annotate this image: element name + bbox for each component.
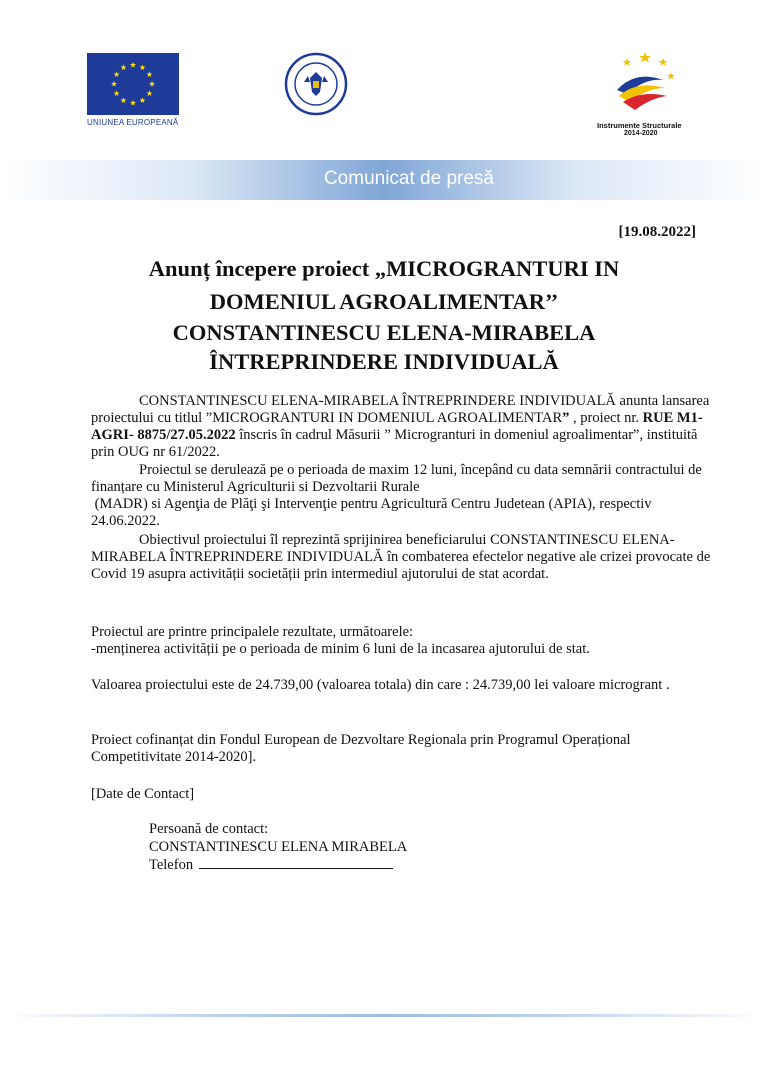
headline-line-4: ÎNTREPRINDERE INDIVIDUALĂ xyxy=(209,349,559,374)
eu-star-icon xyxy=(120,97,126,103)
headline-line-2: DOMENIUL AGROALIMENTAR’’ xyxy=(209,289,559,314)
p2-text-b: (MADR) si Agenţia de Plăţi şi Intervenţie pentru Agricultură Centru Judetean (APIA), respectiv 24.06.2022. xyxy=(91,496,656,529)
p1-text-e: înscris în cadrul Măsurii ” Microgranturi in domeniul agroalimentar”, instituită prin OUG nr 61/2022. xyxy=(91,427,698,460)
phone-label: Telefon xyxy=(149,857,197,873)
p1-text-c: , proiect nr. xyxy=(573,410,643,426)
phone-blank-field xyxy=(199,856,393,869)
banner-title: Comunicat de presă xyxy=(323,168,494,189)
paragraph-value: Valoarea proiectului este de 24.739,00 (valoarea totala) din care : 24.739,00 lei valoare microgrant . xyxy=(91,677,670,693)
eu-star-icon xyxy=(120,64,126,70)
eu-star-icon xyxy=(146,90,152,96)
instrumente-structurale-logo xyxy=(605,50,685,120)
eu-star-icon xyxy=(130,100,136,106)
p4-text-b: -menținerea activității pe o perioada de minim 6 luni de la incasarea ajutorului de stat. xyxy=(91,641,590,657)
eu-star-icon xyxy=(139,97,145,103)
is-logo-title: Instrumente Structurale xyxy=(597,121,682,130)
is-logo-years: 2014-2020 xyxy=(624,130,658,137)
p2-text-a: Proiectul se derulează pe o perioada de maxim 12 luni, începând cu data semnării contractului de finanțare cu Ministerul Agriculturii si Dezvoltarii Rurale xyxy=(91,462,702,495)
government-seal-logo xyxy=(284,52,348,116)
contact-label: Persoană de contact: xyxy=(149,821,269,837)
contact-name: CONSTANTINESCU ELENA MIRABELA xyxy=(149,839,408,855)
release-date: [19.08.2022] xyxy=(618,224,696,240)
eu-star-icon xyxy=(111,81,117,87)
project-number: RUE M1-AGRI- 8875/27.05.2022 xyxy=(91,410,703,443)
eu-star-icon xyxy=(114,71,120,77)
eu-flag-logo xyxy=(87,53,179,115)
headline-line-3: CONSTANTINESCU ELENA-MIRABELA xyxy=(172,320,596,345)
paragraph-results xyxy=(91,624,711,658)
eu-star-icon xyxy=(114,90,120,96)
eu-star-icon xyxy=(139,64,145,70)
eu-label: UNIUNEA EUROPEANĂ xyxy=(87,118,179,127)
p1-quote-bold: ” xyxy=(562,410,573,426)
eu-star-icon xyxy=(146,71,152,77)
eu-star-icon xyxy=(149,81,155,87)
paragraph-announcement xyxy=(91,393,711,461)
paragraph-cofinancing: Proiect cofinanțat din Fondul European de Dezvoltare Regionala prin Programul Operațional Competitivitate 2014-2020]. xyxy=(91,732,631,765)
paragraph-objective: Obiectivul proiectului îl reprezintă sprijinirea beneficiarului CONSTANTINESCU ELENA-MIRABELA ÎNTREPRINDERE INDIVIDUALĂ în combaterea efectelor negative ale crizei provocate de Covid 19 asupra activității societății prin intermediul ajutorului de stat acordat. xyxy=(91,532,711,582)
eu-star-icon xyxy=(130,62,136,68)
paragraph-duration xyxy=(91,462,711,530)
p4-text-a: Proiectul are printre principalele rezultate, următoarele: xyxy=(91,624,414,640)
eu-stars-icon xyxy=(87,53,179,115)
p1-text-a: CONSTANTINESCU ELENA-MIRABELA ÎNTREPRINDERE INDIVIDUALĂ anunta lansarea proiectului cu titlul ”MICROGRANTURI IN DOMENIUL AGROALIMENTAR xyxy=(91,393,710,426)
contact-phone-row xyxy=(149,856,407,874)
contact-data-heading: [Date de Contact] xyxy=(91,786,195,802)
headline-line-1: Anunț începere proiect „MICROGRANTURI IN xyxy=(148,256,620,281)
contact-block xyxy=(149,820,407,874)
footer-divider xyxy=(0,1014,768,1017)
